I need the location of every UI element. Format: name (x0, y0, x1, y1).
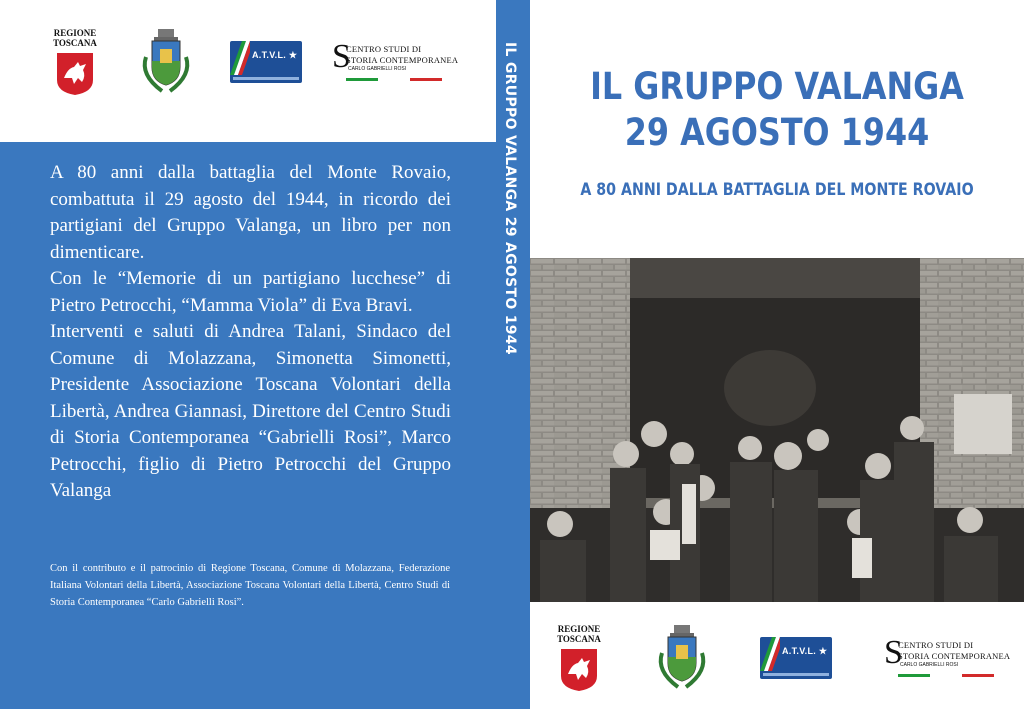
csc-logo-icon (332, 38, 459, 84)
front-title (565, 64, 990, 156)
atvl-subline (233, 77, 299, 80)
front-atvl-label: A.T.V.L. ★ (782, 646, 828, 656)
spine (496, 0, 530, 709)
front-atvl-logo-icon (760, 637, 832, 679)
back-cover (0, 0, 496, 709)
blurb-paragraph-1: A 80 anni dalla battaglia del Monte Rovaio, combattuta il 29 agosto del 1944, in ricordo dei partigiani del Gruppo Valanga, un libro per non dimenticare. (50, 162, 451, 263)
regione-toscana-shield-icon (56, 52, 94, 96)
csc-line2: STORIA CONTEMPORANEA (346, 55, 459, 65)
front-regione-label-line1: REGIONE (557, 624, 601, 634)
back-blurb (50, 160, 451, 505)
front-regione-toscana-label (557, 624, 601, 644)
front-csc-line3: CARLO GABRIELLI ROSI (900, 662, 959, 668)
front-atvl-subline (763, 673, 829, 676)
regione-label-line1: REGIONE (53, 28, 97, 38)
atvl-label: A.T.V.L. ★ (252, 50, 298, 60)
front-csc-logo-icon (884, 634, 1011, 680)
csc-s-mark: S (332, 38, 351, 75)
csc-line1: CENTRO STUDI DI (346, 44, 422, 54)
front-atvl-flag-stripe (760, 637, 780, 671)
regione-toscana-logo (44, 28, 106, 96)
front-subtitle: A 80 ANNI DALLA BATTAGLIA DEL MONTE ROVAIO (580, 180, 974, 199)
regione-toscana-label (53, 28, 97, 48)
front-regione-label-line2: TOSCANA (557, 634, 601, 644)
front-csc-line2: STORIA CONTEMPORANEA (898, 651, 1011, 661)
blurb-paragraph-2: Con le “Memorie di un partigiano lucchese” di Pietro Petrocchi, “Mamma Viola” di Eva Bravi. (50, 268, 451, 316)
front-csc-s-mark: S (884, 634, 903, 671)
csc-line3: CARLO GABRIELLI ROSI (348, 66, 407, 72)
back-credits: Con il contributo e il patrocinio di Regione Toscana, Comune di Molazzana, Federazione Italiana Volontari della Libertà, Associazione Toscana Volontari della Libertà, Centro Studi di Storia Contemporanea “Carlo Gabrielli Rosi”. (50, 563, 450, 608)
group-photo-image (530, 258, 1024, 602)
back-logo-row (44, 22, 464, 102)
front-title-line1: IL GRUPPO VALANGA (590, 65, 964, 108)
atvl-flag-stripe (230, 41, 250, 75)
cover-photo (530, 258, 1024, 602)
front-cover (530, 0, 1024, 709)
front-logo-row (548, 618, 1018, 698)
blurb-paragraph-3: Interventi e saluti di Andrea Talani, Sindaco del Comune di Molazzana, Simonetta Simonetti, Presidente Associazione Toscana Volontari della Libertà, Andrea Giannasi, Direttore del Centro Studi di Storia Contemporanea “Gabrielli Rosi”, Marco Petrocchi, figlio di Pietro Petrocchi del Gruppo Valanga (50, 321, 451, 501)
front-comune-molazzana-crest-icon (652, 623, 712, 693)
atvl-logo-icon (230, 41, 302, 83)
regione-label-line2: TOSCANA (53, 38, 97, 48)
front-csc-flag-bar (898, 674, 994, 677)
spine-title: IL GRUPPO VALANGA 29 AGOSTO 1944 (502, 42, 518, 355)
front-regione-toscana-logo (548, 624, 610, 692)
comune-molazzana-crest-icon (136, 27, 196, 97)
front-csc-line1: CENTRO STUDI DI (898, 640, 974, 650)
front-regione-toscana-shield-icon (560, 648, 598, 692)
front-title-line2: 29 AGOSTO 1944 (624, 111, 930, 154)
csc-flag-bar (346, 78, 442, 81)
